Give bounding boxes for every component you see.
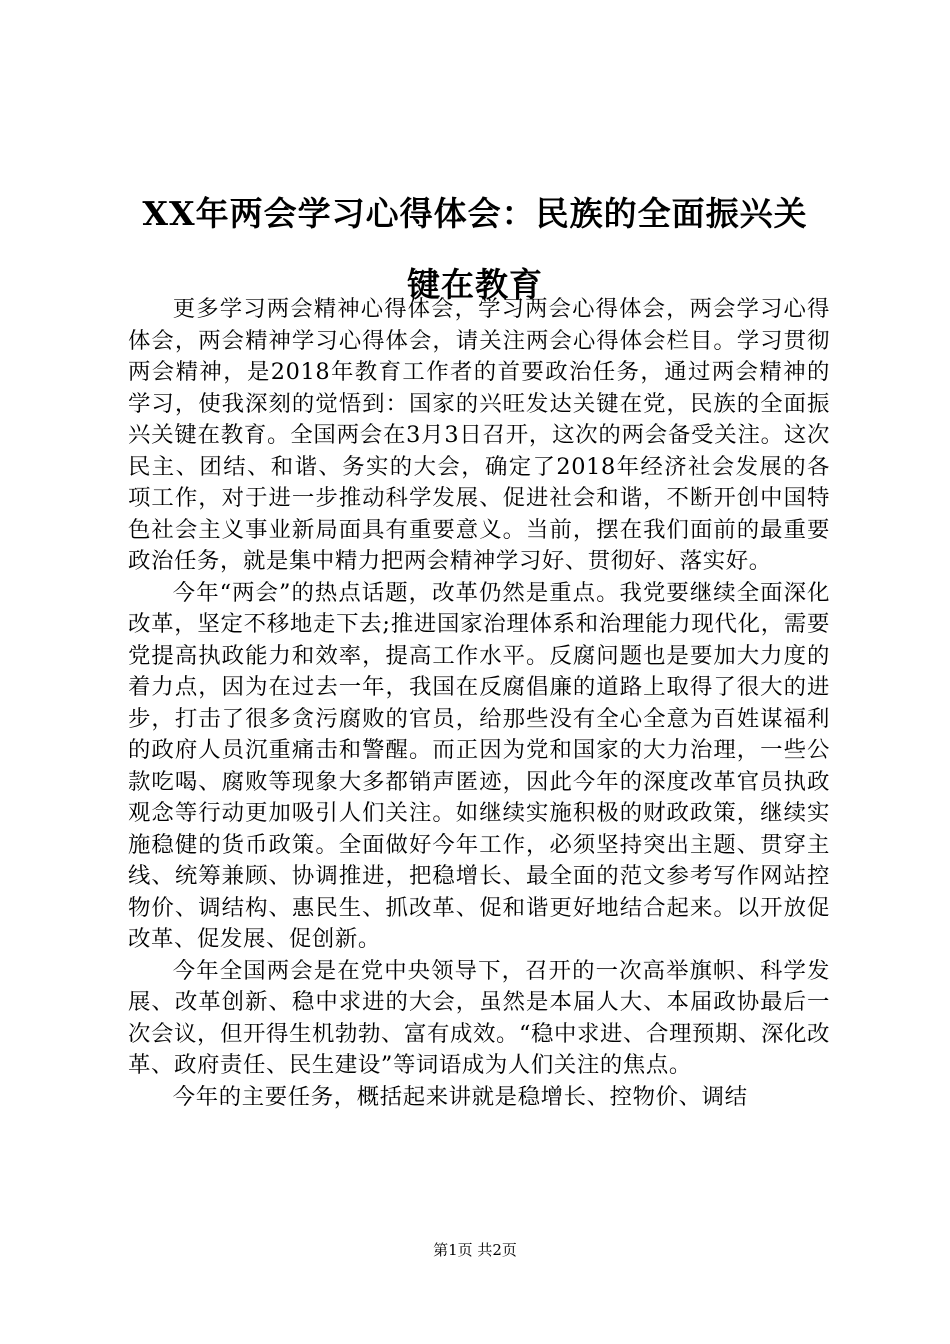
paragraph: 更多学习两会精神心得体会，学习两会心得体会，两会学习心得体会，两会精神学习心得体会，请关注两会心得体会栏目。学习贯彻两会精神，是2018年教育工作者的首要政治任务，通过两会精神的学习，使我深刻的觉悟到：国家的兴旺发达关键在党，民族的全面振兴关键在教育。全国两会在3月3日召开，这次的两会备受关注。这次民主、团结、和谐、务实的大会，确定了2018年经济社会发展的各项工作，对于进一步推动科学发展、促进社会和谐，不断开创中国特色社会主义事业新局面具有重要意义。当前，摆在我们面前的最重要政治任务，就是集中精力把两会精神学习好、贯彻好、落实好。 [128, 296, 830, 574]
paragraph: 今年的主要任务，概括起来讲就是稳增长、控物价、调结 [172, 1083, 748, 1110]
document-title: XX年两会学习心得体会：民族的全面振兴关键在教育 [142, 194, 808, 304]
page-number-footer: 第1页 共2页 [433, 1241, 517, 1259]
document-body [128, 294, 830, 1113]
paragraph: 今年全国两会是在党中央领导下，召开的一次高举旗帜、科学发展、改革创新、稳中求进的大会，虽然是本届人大、本届政协最后一次会议，但开得生机勃勃、富有成效。“稳中求进、合理预期、深化改革、政府责任、民生建设”等词语成为人们关注的焦点。 [128, 957, 830, 1078]
paragraph: 今年“两会”的热点话题，改革仍然是重点。我党要继续全面深化改革，坚定不移地走下去;推进国家治理体系和治理能力现代化，需要党提高执政能力和效率，提高工作水平。反腐问题也是要加大力度的着力点，因为在过去一年，我国在反腐倡廉的道路上取得了很大的进步，打击了很多贪污腐败的官员，给那些没有全心全意为百姓谋福利的政府人员沉重痛击和警醒。而正因为党和国家的大力治理，一些公款吃喝、腐败等现象大多都销声匿迹，因此今年的深度改革官员执政观念等行动更加吸引人们关注。如继续实施积极的财政政策，继续实施稳健的货币政策。全面做好今年工作，必须坚持突出主题、贯穿主线、统筹兼顾、协调推进，把稳增长、最全面的范文参考写作网站控物价、调结构、惠民生、抓改革、促和谐更好地结合起来。以开放促改革、促发展、促创新。 [128, 579, 830, 952]
